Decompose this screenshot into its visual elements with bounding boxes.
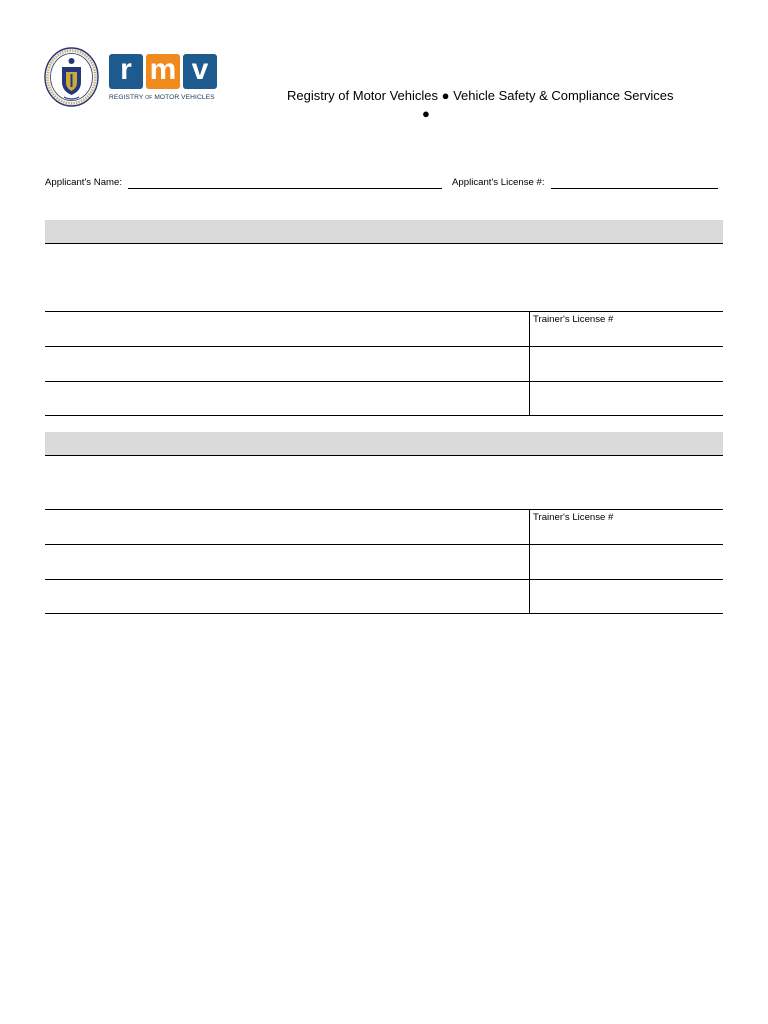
trainer-name-header-cell xyxy=(45,312,529,346)
rmv-logo-tagline: REGISTRY OF MOTOR VEHICLES xyxy=(109,94,215,101)
table-row xyxy=(45,509,723,544)
rmv-logo-letter-r: r xyxy=(109,54,143,89)
trainer-license-header: Trainer's License # xyxy=(533,314,614,325)
trainer-license-header-cell xyxy=(529,312,723,346)
table-row xyxy=(45,579,723,614)
table-row xyxy=(45,311,723,346)
trainer-license-cell[interactable] xyxy=(529,580,723,613)
rmv-logo xyxy=(108,54,220,104)
applicant-name-field[interactable] xyxy=(128,188,442,189)
trainer-license-cell[interactable] xyxy=(529,382,723,415)
applicant-license-label: Applicant's License #: xyxy=(452,177,545,188)
trainer-license-header-cell xyxy=(529,510,723,544)
table-row xyxy=(45,381,723,416)
section-2-trainer-table xyxy=(45,509,723,614)
applicant-name-label: Applicant's Name: xyxy=(45,177,123,188)
agency-header: Registry of Motor Vehicles ● Vehicle Safety & Compliance Services xyxy=(287,88,674,103)
trainer-name-header-cell xyxy=(45,510,529,544)
trainer-name-cell[interactable] xyxy=(45,347,529,381)
trainer-name-cell[interactable] xyxy=(45,545,529,579)
table-row xyxy=(45,346,723,381)
rmv-logo-letter-v: v xyxy=(183,54,217,89)
trainer-name-cell[interactable] xyxy=(45,382,529,415)
header-bullet: ● xyxy=(422,106,430,121)
section-2-header xyxy=(45,432,723,456)
trainer-license-cell[interactable] xyxy=(529,545,723,579)
section-1-header xyxy=(45,220,723,244)
trainer-license-cell[interactable] xyxy=(529,347,723,381)
section-1-trainer-table xyxy=(45,311,723,416)
table-row xyxy=(45,544,723,579)
applicant-license-field[interactable] xyxy=(551,188,718,189)
rmv-logo-letter-m: m xyxy=(146,54,180,89)
trainer-name-cell[interactable] xyxy=(45,580,529,613)
trainer-license-header: Trainer's License # xyxy=(533,512,614,523)
state-seal-icon xyxy=(44,47,99,107)
